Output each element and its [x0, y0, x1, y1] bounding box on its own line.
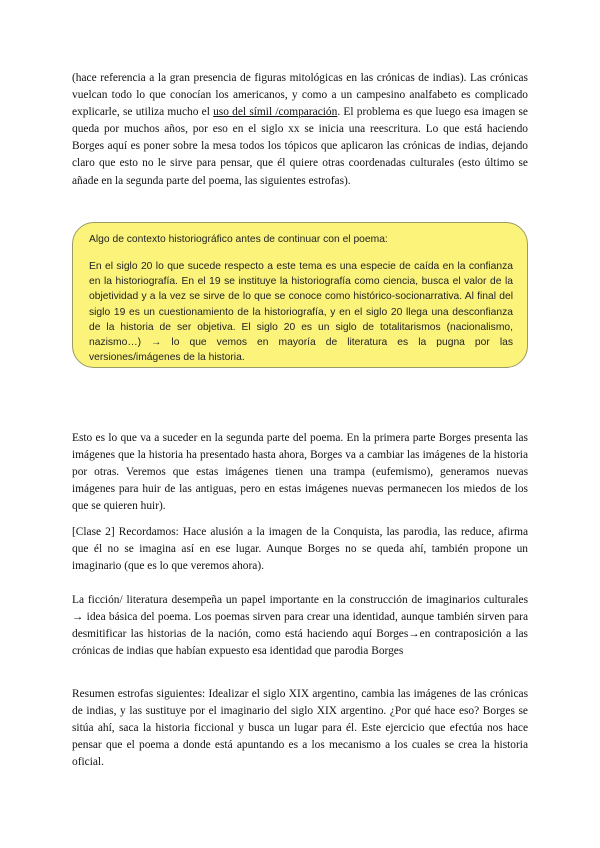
paragraph-1-text-end: . El problema es que luego esa imagen se queda por muchos años, por eso en el siglo xx se inicia una reescritura. Lo que está haciendo Borges aquí es poner sobre la mesa todos los tópicos que aplicaron las crónicas de indias, dejando claro que esto no le sirve para pensar, que él quiere otras coordenadas culturales (esto último se añade en la segunda parte del poema, las siguientes estrofas).	[72, 106, 528, 187]
paragraph-clase-2: [Clase 2] Recordamos: Hace alusión a la imagen de la Conquista, las parodia, las reduce, afirma que él no se imagina así en ese lugar. Aunque Borges no se queda ahí, también propone un imaginario (que es lo que veremos ahora).	[72, 526, 528, 573]
paragraph-cronicas-de-indias	[72, 70, 528, 190]
historiographic-context-box	[72, 222, 528, 368]
paragraph-ficcion-literatura: La ficción/ literatura desempeña un papel importante en la construcción de imaginarios culturales → idea básica del poema. Los poemas sirven para crear una identidad, aunque también sirven para desmitificar las historias de la nación, como está haciendo aquí Borges→en contraposición a las crónicas de indias que habían expuesto esa identidad que parodia Borges	[72, 594, 528, 658]
context-box-body: En el siglo 20 lo que sucede respecto a este tema es una especie de caída en la confianza en la historiografía. En el 19 se instituye la historiografía como ciencia, busca el valor de la objetividad y a la vez se sirve de lo que se conoce como histórico-socionarrativa. Al final del siglo 19 es un cuestionamiento de la historiografía, y en el siglo 20 llega una desconfianza de la historia de ser objetiva. El siglo 20 es un siglo de totalitarismos (nacionalismo, nazismo…) → lo que vemos en mayoría de literatura es la pugna por las versiones/imágenes de la historia.	[89, 261, 513, 364]
paragraph-segunda-parte: Esto es lo que va a suceder en la segunda parte del poema. En la primera parte Borges presenta las imágenes que la historia ha presentado hasta ahora, Borges va a cambiar las imágenes de la historia por otras. Veremos que estas imágenes tienen una trampa (eufemismo), generamos nuevas imágenes para huir de las antiguas, pero en estas imágenes nuevas permanecen los miedos de los que se quieren huir).	[72, 432, 528, 513]
paragraph-resumen-estrofas: Resumen estrofas siguientes: Idealizar el siglo XIX argentino, cambia las imágenes de las crónicas de indias, y las sustituye por el imaginario del siglo XIX argentino. ¿Por qué hace eso? Borges se sitúa ahí, saca la historia ficcional y busca un lugar para él. Este ejercicio que efectúa nos hace pensar que el poema a donde está apuntando es a los mecanismo a los cuales se crea la historia oficial.	[72, 688, 528, 769]
context-box-title: Algo de contexto historiográfico antes de continuar con el poema:	[89, 234, 388, 245]
paragraph-1-text-start: (hace referencia a la gran presencia de figuras mitológicas en las crónicas de indias). Las crónicas vuelcan todo lo que conocían los americanos, y como a un campesino analfabeto es complicado explicarle, se utiliza mucho el	[72, 72, 528, 119]
underlined-simil-comparacion: uso del símil /comparación	[213, 106, 338, 119]
